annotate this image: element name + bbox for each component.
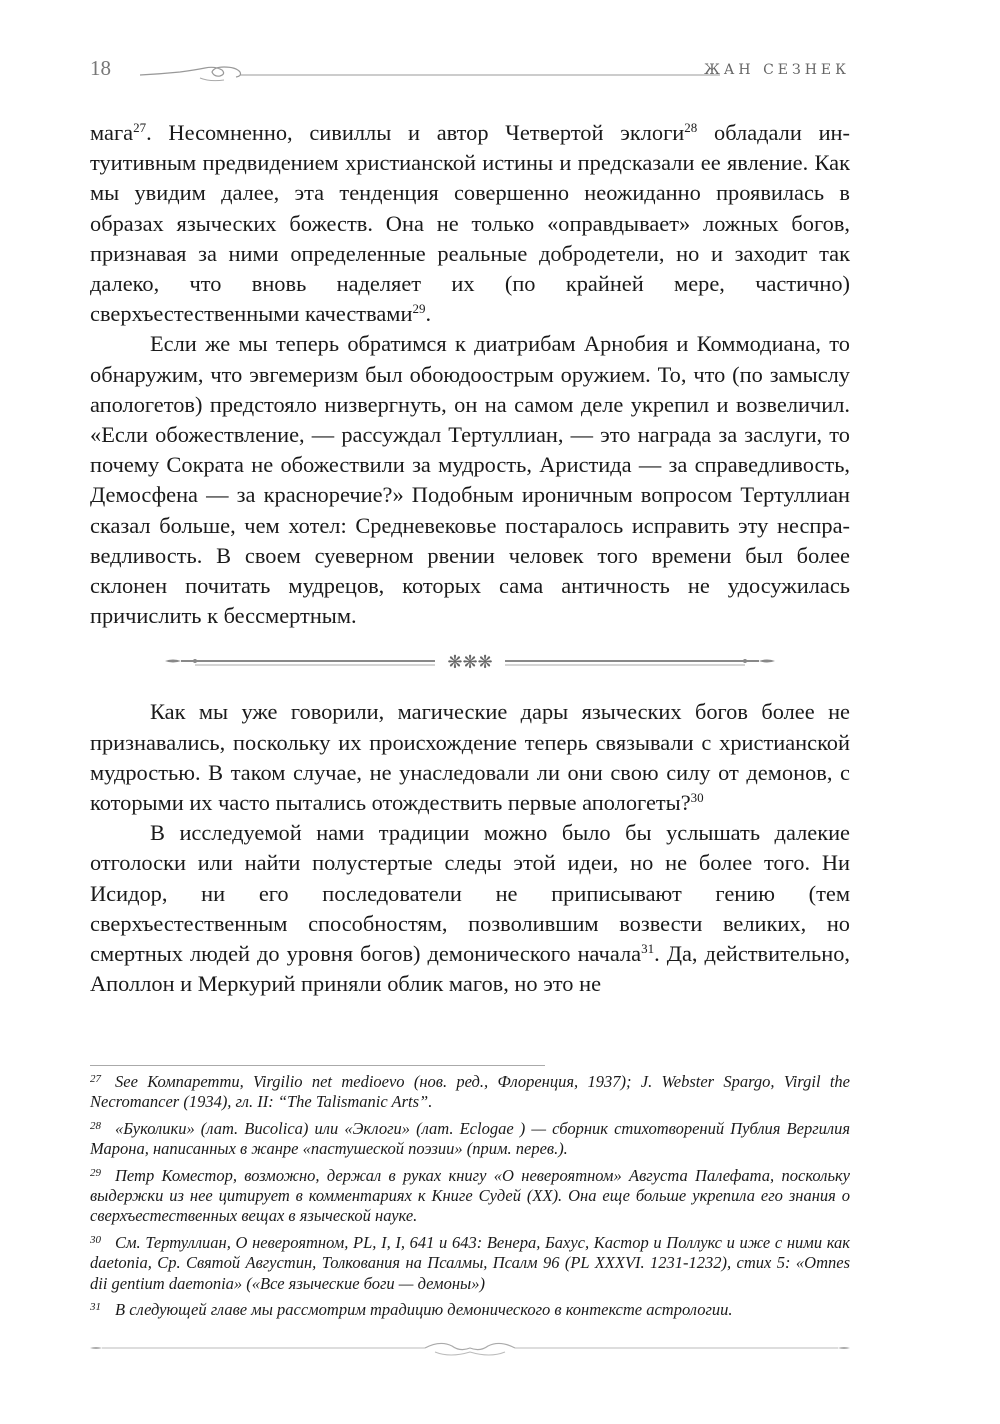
text-segment: мага [90, 120, 134, 145]
page-number: 18 [90, 56, 111, 80]
footnote [90, 1072, 850, 1113]
paragraph [90, 329, 850, 631]
footnote [90, 1166, 850, 1227]
paragraph [90, 697, 850, 818]
footnote [90, 1300, 850, 1320]
footnote-separator [90, 1065, 545, 1066]
running-head: ЖАН СЕЗНЕК [704, 62, 850, 78]
section-divider [90, 631, 850, 697]
footnote-text: See Компаретти, Virgilio net medioevo (нов. ред., Флоренция, 1937); J. Webster Spargo, Virgil the Necromancer (1934), гл. II: “The Talismanic Arts”. [90, 1072, 850, 1112]
footnote-text: Петр Коместор, возможно, держал в руках книгу «О невероятном» Августа Палефата, поскольку выдержки из нее цитирует в комментариях к Книге Судей (XX). Она еще больше укрепила его знания о сверхъестественных вещах в языческой науке. [90, 1165, 850, 1226]
footnotes [90, 1072, 850, 1326]
footnote-ref[interactable]: 28 [684, 120, 698, 135]
footnote [90, 1233, 850, 1294]
footnote-number: 27 [90, 1073, 101, 1085]
divider-stars: ❋❋❋ [447, 652, 493, 674]
text-segment: В исследуемой нами традиции можно было бы услышать далекие отголоски или найти полустертые следы этой идеи, но не более того. Ни Исидор, ни его последователи не приписывают гению (тем сверхъестественным способностям, позволившим возвести великих, но смертных людей до уровня богов) демонического начала [90, 820, 850, 967]
text-segment: обладали интуитивным предвидением христианской истины и предсказали ее явление. Как мы увидим далее, эта тенденция совершенно неожиданно проявилась в образах языческих божеств. Она не только «оправдывает» ложных богов, признавая за ними определенные реальные добродетели, но и заходит так далеко, что вновь наделяет их (по крайней мере, частично) сверхъестественными качествами [90, 120, 850, 327]
footnote-text: В следующей главе мы рассмотрим традицию демонического в контексте астрологии. [115, 1300, 733, 1320]
divider-ornament [165, 649, 775, 679]
text-segment: Если же мы теперь обратимся к диатрибам Арнобия и Коммодиана, то обнаружим, что эвгемеризм был обоюдоострым оружием. То, что (по замыслу апологетов) предстояло низвергнуть, он на самом деле укрепил и возвеличил. «Если обожествление, — рассуждал Тертуллиан, — это награда за заслуги, то почему Сократа не обожествили за мудрость, Аристида — за справедливость, Демосфена — за красноречие?» Подобным ироничным вопросом Тертуллиан сказал больше, чем хотел: Средневековье постаралось исправить эту несправедливость. В своем суеверном рвении человек того времени был более склонен почитать мудрецов, которых сама античность не удосужилась причислить к бессмертным. [90, 331, 850, 629]
footnote-text: См. Тертуллиан, О невероятном, PL, I, I, 641 и 643: Венера, Бахус, Кастор и Поллукс и иже с ними как daetonia, Ср. Святой Августин, Толкования на Псалмы, Псалм 96 (PL XXXVI. 1231-1232), стих 5: «Omnes dii gentium daemonia» («Все языческие боги — демоны») [90, 1232, 850, 1293]
main-text [90, 118, 850, 999]
footnote-number: 30 [90, 1233, 101, 1246]
header-flourish-ornament [140, 58, 720, 88]
footnote [90, 1119, 850, 1160]
text-segment: . [425, 301, 432, 327]
footnote-text: «Буколики» (лат. Bucolica) или «Эклоги» (лат. Eclogae ) — сборник стихотворений Публия Вергилия Марона, написанных в жанре «пастушеской поэзии» (прим. перев.). [90, 1118, 850, 1159]
footnote-ref[interactable]: 29 [412, 301, 426, 317]
text-segment: Как мы уже говорили, магические дары языческих богов более не признавались, поскольку их происхождение теперь связывали с христианской мудростью. В таком случае, не унаследовали ли они свою силу от демонов, с которыми их часто пытались отождествить первые апологеты? [90, 699, 850, 816]
footnote-number: 31 [90, 1301, 101, 1314]
paragraph [90, 818, 850, 999]
text-segment: . Несомненно, сивиллы и автор Четвертой эклоги [146, 120, 685, 145]
footnote-ref[interactable]: 31 [641, 941, 655, 957]
footnote-number: 29 [90, 1166, 101, 1179]
footnote-ref[interactable]: 27 [133, 120, 147, 135]
paragraph [90, 118, 850, 329]
text-segment: . Да, действительно, Аполлон и Меркурий приняли облик магов, но это не [90, 941, 850, 997]
bottom-flourish-ornament [90, 1338, 850, 1362]
footnote-number: 28 [90, 1119, 101, 1132]
footnote-ref[interactable]: 30 [690, 790, 704, 806]
